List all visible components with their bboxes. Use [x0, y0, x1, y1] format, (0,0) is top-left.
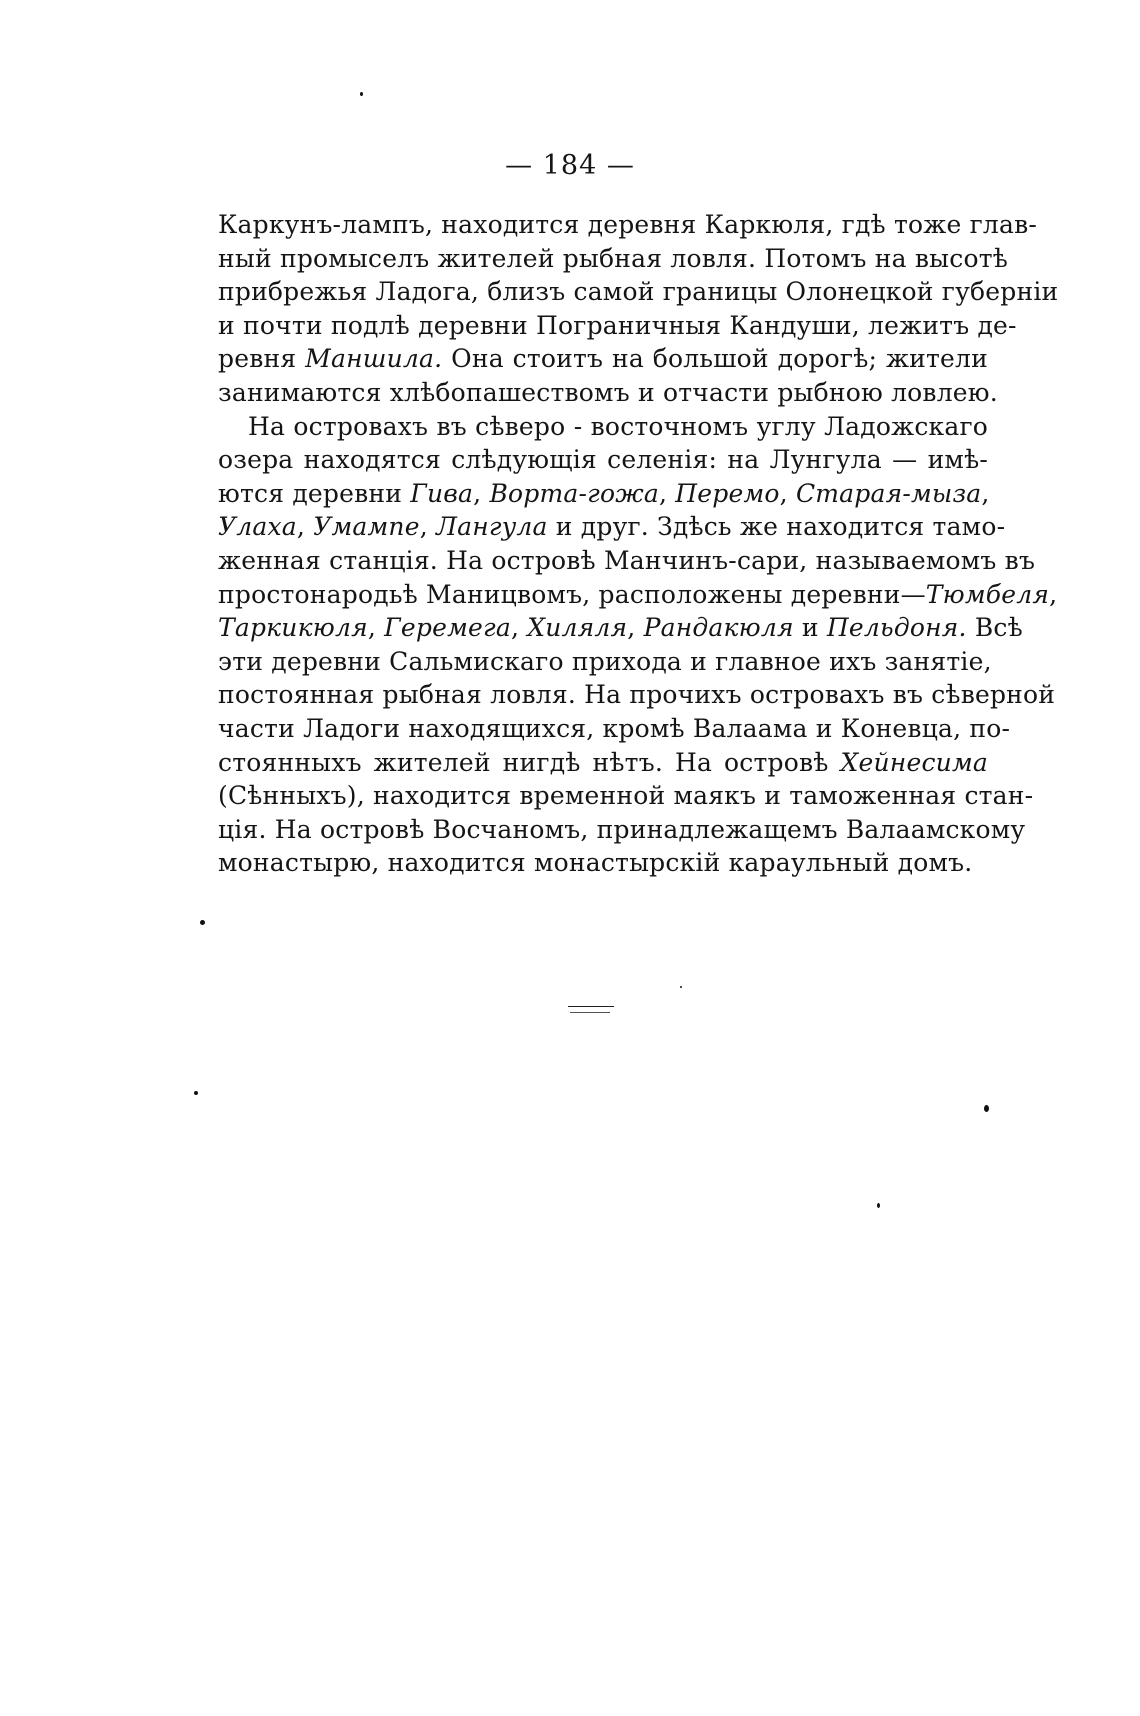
text-line: Улаха, Умампе, Лангула и друг. Здѣсь же находится тамо-	[218, 512, 1006, 542]
text-line: ный промыселъ жителей рыбная ловля. Потомъ на высотѣ	[218, 243, 1009, 273]
text-line: монастырю, находится монастырскій караульный домъ.	[218, 848, 973, 878]
text-line: (Сѣнныхъ), находится временной маякъ и таможенная стан-	[218, 781, 1034, 811]
italic-name: Ворта-гожа	[489, 478, 659, 508]
scan-speck	[360, 92, 363, 96]
text-line: Каркунъ-лампъ, находится деревня Каркюля, гдѣ тоже глав-	[218, 210, 1038, 239]
text-line: ются деревни Гива, Ворта-гожа, Перемо, Старая-мыза,	[218, 478, 990, 508]
italic-name: Хиляля	[527, 613, 628, 643]
body-text	[218, 208, 1059, 880]
scan-speck	[984, 1105, 989, 1112]
italic-name: Маншила.	[305, 344, 443, 374]
italic-name: Рандакюля	[643, 613, 794, 643]
italic-name: Тюмбеля	[925, 579, 1050, 609]
scan-speck	[200, 920, 205, 925]
text-line: ція. На островѣ Восчаномъ, принадлежащемъ Валаамскому	[218, 814, 1026, 844]
scan-speck	[877, 1203, 880, 1208]
italic-name: Умампе	[313, 512, 420, 542]
text-line: части Ладоги находящихся, кромѣ Валаама и Коневца, по-	[218, 713, 1011, 743]
italic-name: Гива	[410, 478, 474, 508]
text-line: эти деревни Сальмискаго прихода и главное ихъ занятіе,	[218, 646, 992, 676]
text-line: постоянная рыбная ловля. На прочихъ островахъ въ сѣверной	[218, 680, 1056, 710]
text-line: На островахъ въ сѣверо - восточномъ углу Ладожскаго	[248, 411, 988, 441]
italic-name: Улаха	[218, 512, 297, 542]
italic-name: Пельдоня.	[826, 613, 967, 643]
text-line: занимаются хлѣбопашествомъ и отчасти рыбною ловлею.	[218, 377, 998, 407]
text-line: и почти подлѣ деревни Пограничныя Кандуши, лежитъ де-	[218, 310, 1017, 340]
page-number: — 184 —	[505, 150, 635, 181]
italic-name: Старая-мыза	[795, 478, 982, 508]
italic-name: Хейнесима	[840, 747, 988, 777]
italic-name: Геремега	[384, 613, 511, 643]
italic-name: Таркикюля	[218, 613, 368, 643]
text-line: простонародьѣ Маницвомъ, расположены деревни—Тюмбеля,	[218, 579, 1058, 609]
section-end-rule	[568, 1006, 614, 1007]
italic-name: Лангула	[436, 512, 548, 542]
text-line: прибрежья Ладога, близъ самой границы Олонецкой губерніи	[218, 277, 1059, 307]
text-line: ревня Маншила. Она стоитъ на большой дорогѣ; жители	[218, 344, 988, 374]
scan-speck	[194, 1091, 198, 1095]
text-line: женная станція. На островѣ Манчинъ-сари, называемомъ въ	[218, 545, 1036, 575]
scan-speck	[680, 986, 682, 988]
text-line: стоянныхъ жителей нигдѣ нѣтъ. На островѣ Хейнесима	[218, 747, 988, 777]
italic-name: Перемо	[675, 478, 780, 508]
text-line: Таркикюля, Геремега, Хиляля, Рандакюля и Пельдоня. Всѣ	[218, 613, 1023, 643]
text-line: озера находятся слѣдующія селенія: на Лунгула — имѣ-	[218, 445, 988, 475]
